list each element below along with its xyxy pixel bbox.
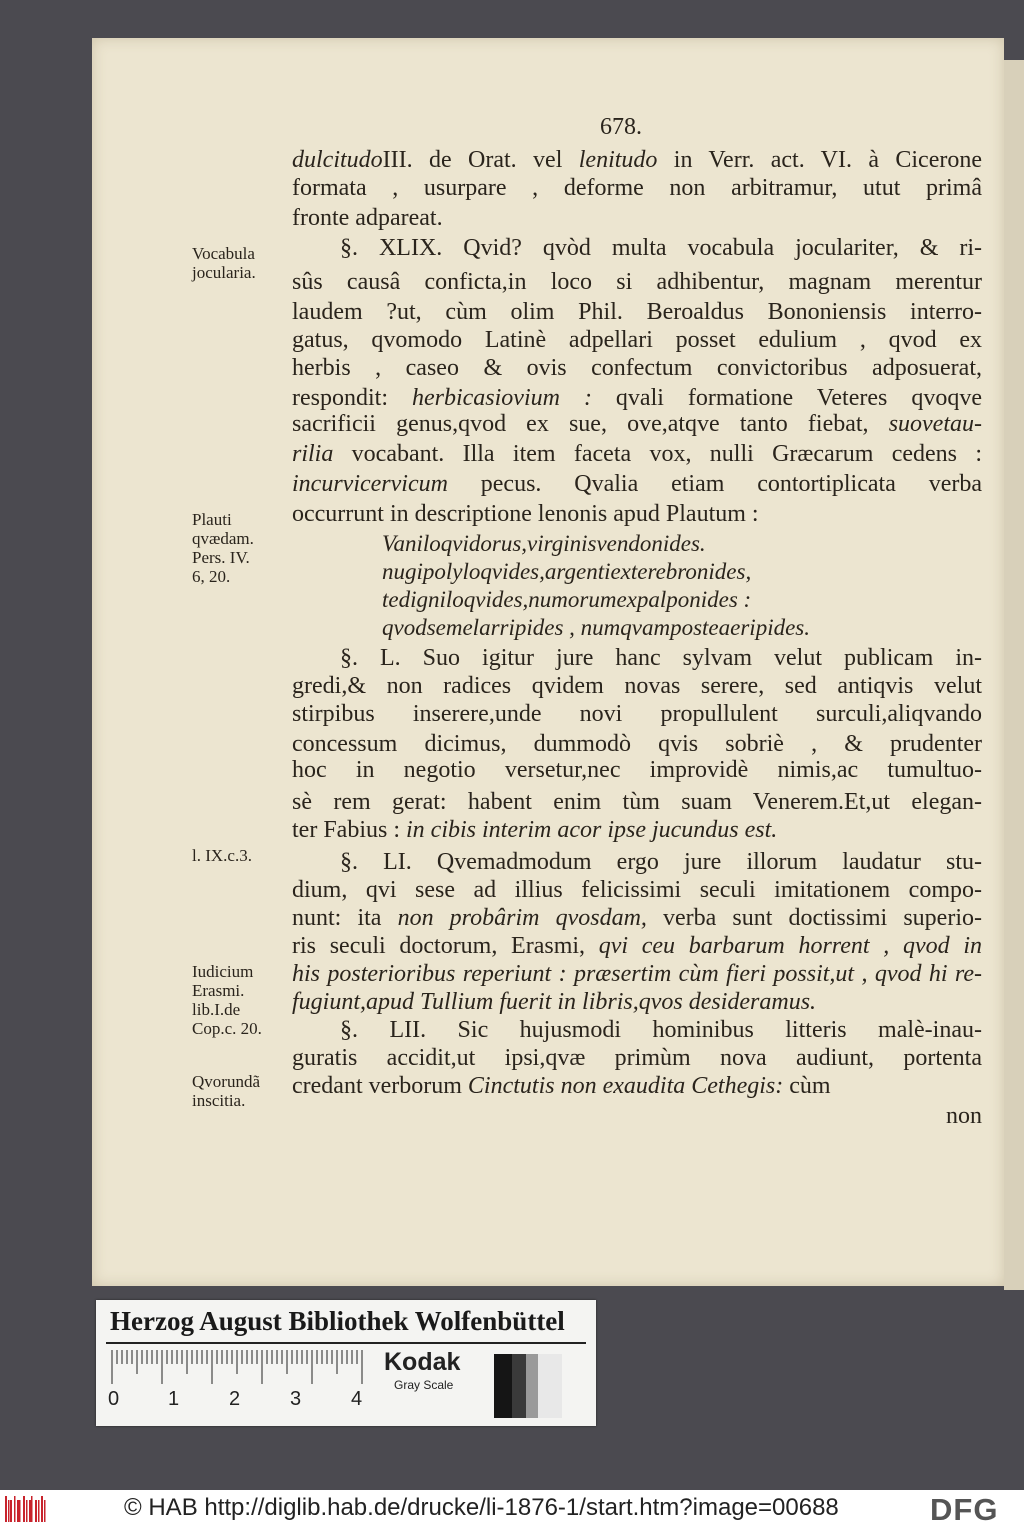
barcode-bar <box>5 1496 7 1522</box>
text-line <box>292 146 982 174</box>
text-line <box>340 234 982 262</box>
text-line <box>292 410 982 438</box>
text-span: herbis , caseo & ovis confectum convictoribus adposuerat, <box>292 355 982 381</box>
ruler-scale <box>110 1350 365 1386</box>
text-line <box>292 354 982 382</box>
text-line <box>292 932 982 960</box>
text-line <box>292 788 982 816</box>
text-span: III. de Orat. vel <box>382 147 579 173</box>
text-line <box>340 644 982 672</box>
barcode-bar <box>23 1496 25 1522</box>
gray-patch <box>494 1354 512 1418</box>
text-line <box>292 500 982 528</box>
margin-note: Iudicium Erasmi. lib.I.de Cop.c. 20. <box>192 962 262 1038</box>
text-line <box>292 756 982 784</box>
italic-span: in cibis interim acor ipse jucundus est. <box>406 817 778 843</box>
margin-note: Qvorundã inscitia. <box>192 1072 260 1110</box>
scale-number-3: 3 <box>290 1388 302 1410</box>
text-span: guratis accidit,ut ipsi,qvæ primùm nova audiunt, portenta <box>292 1045 982 1071</box>
text-span: sè rem gerat: habent enim tùm suam Venerem.Et,ut elegan- <box>292 789 982 815</box>
text-line <box>292 1072 982 1100</box>
text-span: fronte adpareat. <box>292 205 443 231</box>
text-line <box>382 558 982 586</box>
text-line <box>292 384 982 412</box>
dfg-logo: DFG <box>930 1492 999 1527</box>
text-span: concessum dicimus, dummodò qvis sobriè , & prudenter <box>292 731 982 757</box>
barcode-bar <box>41 1496 43 1522</box>
italic-span: Cinctutis non exaudita Cethegis: <box>467 1073 784 1099</box>
text-span: cùm <box>783 1073 831 1099</box>
italic-span: lenitudo <box>578 147 658 173</box>
text-line <box>292 988 982 1016</box>
text-span: hoc in negotio versetur,nec improvidè nimis,ac tumultuo- <box>292 757 982 783</box>
text-line <box>292 268 982 296</box>
italic-span: his posterioribus reperiunt : præsertim cùm fieri possit,ut , qvod hi re- <box>292 961 982 987</box>
text-line <box>292 816 982 844</box>
text-line <box>292 960 982 988</box>
text-span: sacrificii genus,qvod ex sue, ove,atqve tanto fiebat, <box>292 411 889 437</box>
text-line <box>382 530 982 558</box>
text-line <box>292 730 982 758</box>
italic-span: dulcitudo <box>292 147 383 173</box>
text-line <box>292 904 982 932</box>
italic-span: non probârim qvosdam, <box>397 905 647 931</box>
kodak-logo: Kodak <box>384 1348 461 1376</box>
text-span: dium, qvi sese ad illius felicissimi seculi imitationem compo- <box>292 877 982 903</box>
text-line <box>292 672 982 700</box>
text-line <box>292 700 982 728</box>
text-span: occurrunt in descriptione lenonis apud Plautum : <box>292 501 759 527</box>
gray-patch <box>526 1354 538 1418</box>
gray-patch <box>538 1354 562 1418</box>
text-line <box>292 876 982 904</box>
italic-span: qvi ceu barbarum horrent , qvod in <box>598 933 982 959</box>
text-span: stirpibus inserere,unde novi propullulent surculi,aliqvando <box>292 701 982 727</box>
footer-bar <box>0 1490 1024 1528</box>
barcode-bar <box>29 1500 31 1522</box>
text-line <box>292 1044 982 1072</box>
text-span: vocabant. Illa item faceta vox, nulli Græcarum cedens : <box>333 441 982 467</box>
margin-note: Plauti qvædam. Pers. IV. 6, 20. <box>192 510 254 586</box>
text-span: non <box>946 1103 982 1129</box>
text-line <box>292 326 982 354</box>
barcode-bar <box>38 1500 40 1522</box>
text-span: laudem ?ut, cùm olim Phil. Beroaldus Bononiensis interro- <box>292 299 982 325</box>
italic-span: suovetau- <box>888 411 982 437</box>
barcode-bar <box>10 1500 12 1522</box>
italic-span: qvodsemelarripides , numqvamposteaeripides. <box>382 615 810 640</box>
text-span: qvali formatione Veteres qvoqve <box>591 385 982 411</box>
text-line <box>292 440 982 468</box>
text-span: pecus. Qvalia etiam contortiplicata verba <box>447 471 982 497</box>
text-line <box>292 298 982 326</box>
next-page-edge <box>1004 60 1024 1290</box>
text-line <box>340 848 982 876</box>
barcode-bar <box>35 1500 37 1522</box>
text-line <box>292 174 982 202</box>
text-line <box>340 1016 982 1044</box>
card-title: Herzog August Bibliothek Wolfenbüttel <box>110 1306 565 1336</box>
italic-span: nugipolyloqvides,argentiexterebronides, <box>382 559 752 584</box>
barcode-bar <box>19 1500 21 1522</box>
barcode-bar <box>44 1500 46 1522</box>
text-span: gatus, qvomodo Latinè adpellari posset edulium , qvod ex <box>292 327 982 353</box>
italic-span: incurvicervicum <box>292 471 448 497</box>
copyright-link[interactable]: © HAB http://diglib.hab.de/drucke/li-1876-1/start.htm?image=00688 <box>124 1494 839 1521</box>
barcode-icon <box>4 1496 48 1522</box>
barcode-bar <box>8 1500 10 1522</box>
text-line <box>292 470 982 498</box>
barcode-bar <box>17 1500 19 1522</box>
italic-span: tedigniloqvides,numorumexpalponides : <box>382 587 752 612</box>
scale-number-0: 0 <box>108 1388 120 1410</box>
text-span: §. XLIX. Qvid? qvòd multa vocabula joculariter, & ri- <box>340 235 982 261</box>
italic-span: Vaniloqvidorus,virginisvendonides. <box>382 531 706 556</box>
gray-scale-patches <box>494 1354 562 1418</box>
text-span: §. LI. Qvemadmodum ergo jure illorum laudatur stu- <box>340 849 982 875</box>
page-number: 678. <box>600 114 642 140</box>
italic-span: herbicasiovium : <box>411 385 592 411</box>
kodak-subtitle: Gray Scale <box>394 1378 454 1392</box>
barcode-bar <box>31 1496 33 1522</box>
scale-number-4: 4 <box>351 1388 363 1410</box>
text-span: ris seculi doctorum, Erasmi, <box>292 933 599 959</box>
card-divider <box>106 1342 586 1344</box>
text-line <box>292 1102 982 1130</box>
text-span: ter Fabius : <box>292 817 406 843</box>
italic-span: rilia <box>292 441 334 467</box>
text-line <box>382 586 982 614</box>
barcode-bar <box>14 1496 16 1522</box>
text-line <box>382 614 982 642</box>
text-span: sûs causâ conficta,in loco si adhibentur, magnam merentur <box>292 269 982 295</box>
text-span: credant verborum <box>292 1073 468 1099</box>
barcode-bar <box>26 1500 28 1522</box>
text-span: gredi,& non radices qvidem novas serere, sed antiqvis velut <box>292 673 982 699</box>
text-span: §. L. Suo igitur jure hanc sylvam velut publicam in- <box>340 645 982 671</box>
text-span: formata , usurpare , deforme non arbitramur, utut primâ <box>292 175 982 201</box>
margin-note: l. IX.c.3. <box>192 846 252 865</box>
text-span: in Verr. act. VI. à Cicerone <box>657 147 983 173</box>
scale-number-1: 1 <box>168 1388 180 1410</box>
text-span: §. LII. Sic hujusmodi hominibus litteris malè-inau- <box>340 1017 982 1043</box>
color-card <box>96 1300 596 1426</box>
text-span: respondit: <box>292 385 412 411</box>
text-span: verba sunt doctissimi superio- <box>646 905 982 931</box>
italic-span: fugiunt,apud Tullium fuerit in libris,qvos desideramus. <box>292 989 817 1015</box>
gray-patch <box>512 1354 526 1418</box>
text-span: nunt: ita <box>292 905 398 931</box>
scale-number-2: 2 <box>229 1388 241 1410</box>
text-line <box>292 204 982 232</box>
margin-note: Vocabula jocularia. <box>192 244 256 282</box>
